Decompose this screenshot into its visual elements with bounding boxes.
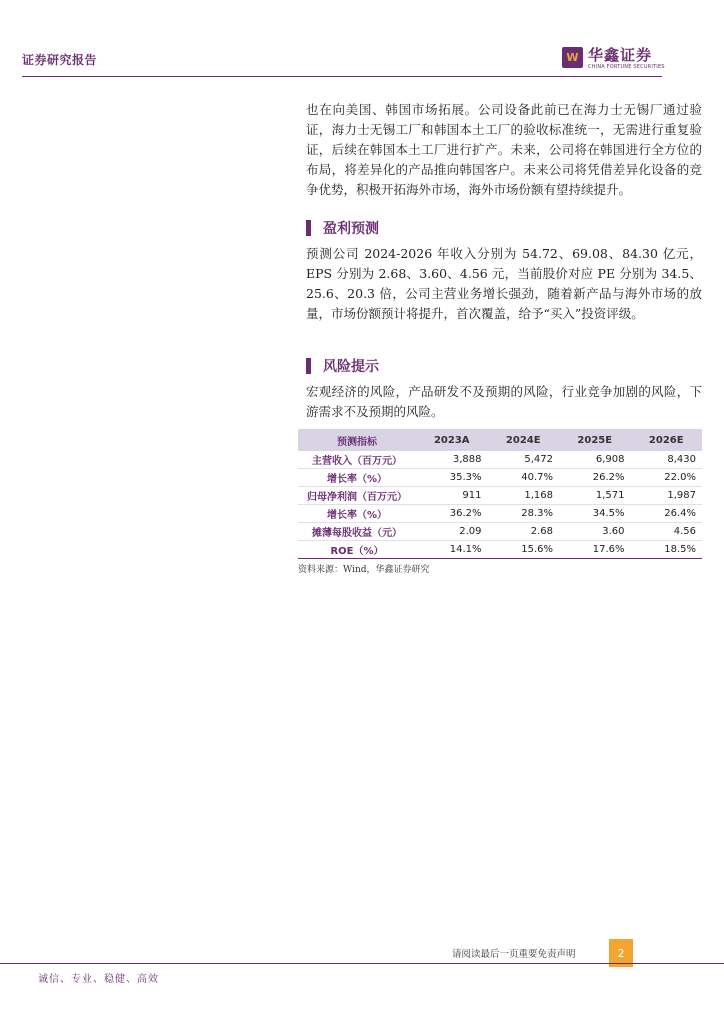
table-cell: 2.68 [488,523,560,541]
table-row-label: 增长率（%） [298,505,416,523]
risk-block [306,382,702,422]
table-cell: 1,987 [631,487,703,505]
risk-section-heading [306,355,379,377]
table-header-cell: 2025E [559,429,631,451]
table-row [298,523,702,541]
risk-paragraph: 宏观经济的风险，产品研发不及预期的风险，行业竞争加剧的风险，下游需求不及预期的风险。 [306,384,702,419]
header-divider [22,76,662,77]
table-row [298,469,702,487]
forecast-block [306,244,702,324]
table-row-label: 增长率（%） [298,469,416,487]
table-row [298,541,702,559]
footer-motto: 诚信、专业、稳健、高效 [38,974,159,985]
table-cell: 17.6% [559,541,631,559]
table-cell: 911 [416,487,488,505]
table-cell: 40.7% [488,469,560,487]
risk-section-title: 风险提示 [323,359,379,375]
forecast-table [298,429,702,559]
table-cell: 14.1% [416,541,488,559]
table-row-label: 摊薄每股收益（元） [298,523,416,541]
table-header-cell: 2024E [488,429,560,451]
table-cell: 28.3% [488,505,560,523]
section-bar-icon [306,358,311,374]
table-cell: 26.4% [631,505,703,523]
table-source-note: 资料来源：Wind，华鑫证券研究 [298,565,430,575]
intro-paragraph: 也在向美国、韩国市场拓展。公司设备此前已在海力士无锡厂通过验证，海力士无锡工厂和韩国本土工厂的验收标准统一，无需进行重复验证，后续在韩国本土工厂进行扩产。未来，公司将在韩国进行全方位的布局，将差异化的产品推向韩国客户。未来公司将凭借差异化设备的竞争优势，积极开拓海外市场，海外市场份额有望持续提升。 [306,102,702,197]
table-cell: 1,571 [559,487,631,505]
section-bar-icon [306,220,311,236]
intro-block [306,100,702,200]
brand-logo [562,44,665,72]
forecast-section-title: 盈利预测 [323,221,379,237]
table-cell: 4.56 [631,523,703,541]
table-cell: 18.5% [631,541,703,559]
table-row [298,451,702,469]
table-cell: 36.2% [416,505,488,523]
forecast-section-heading [306,217,379,239]
table-header-row [298,429,702,451]
logo-mark-icon: W [562,47,583,68]
table-row [298,505,702,523]
table-cell: 1,168 [488,487,560,505]
table-header-cell: 2023A [416,429,488,451]
disclaimer-note: 请阅读最后一页重要免责声明 [452,949,576,960]
table-cell: 3,888 [416,451,488,469]
table-cell: 26.2% [559,469,631,487]
footer-divider [0,963,724,964]
page-number-badge: 2 [609,939,633,967]
report-type-label: 证券研究报告 [22,53,98,67]
table-cell: 35.3% [416,469,488,487]
table-cell: 3.60 [559,523,631,541]
table-cell: 5,472 [488,451,560,469]
table-row-label: 归母净利润（百万元） [298,487,416,505]
logo-subtitle: CHINA FORTUNE SECURITIES [588,64,665,70]
logo-name: 华鑫证券 [588,46,653,64]
table-cell: 34.5% [559,505,631,523]
table-cell: 6,908 [559,451,631,469]
table-row [298,487,702,505]
table-cell: 8,430 [631,451,703,469]
table-cell: 15.6% [488,541,560,559]
forecast-paragraph: 预测公司 2024-2026 年收入分别为 54.72、69.08、84.30 亿元，EPS 分别为 2.68、3.60、4.56 元，当前股价对应 PE 分别为 34.5、25.6、20.3 倍，公司主营业务增长强劲，随着新产品与海外市场的放量，市场份额预计将提升，首次覆盖，给予“买入”投资评级。 [306,246,702,321]
table-header-cell: 预测指标 [298,429,416,451]
table-row-label: ROE（%） [298,541,416,559]
table-header-cell: 2026E [631,429,703,451]
table-row-label: 主营收入（百万元） [298,451,416,469]
table-cell: 2.09 [416,523,488,541]
table-cell: 22.0% [631,469,703,487]
